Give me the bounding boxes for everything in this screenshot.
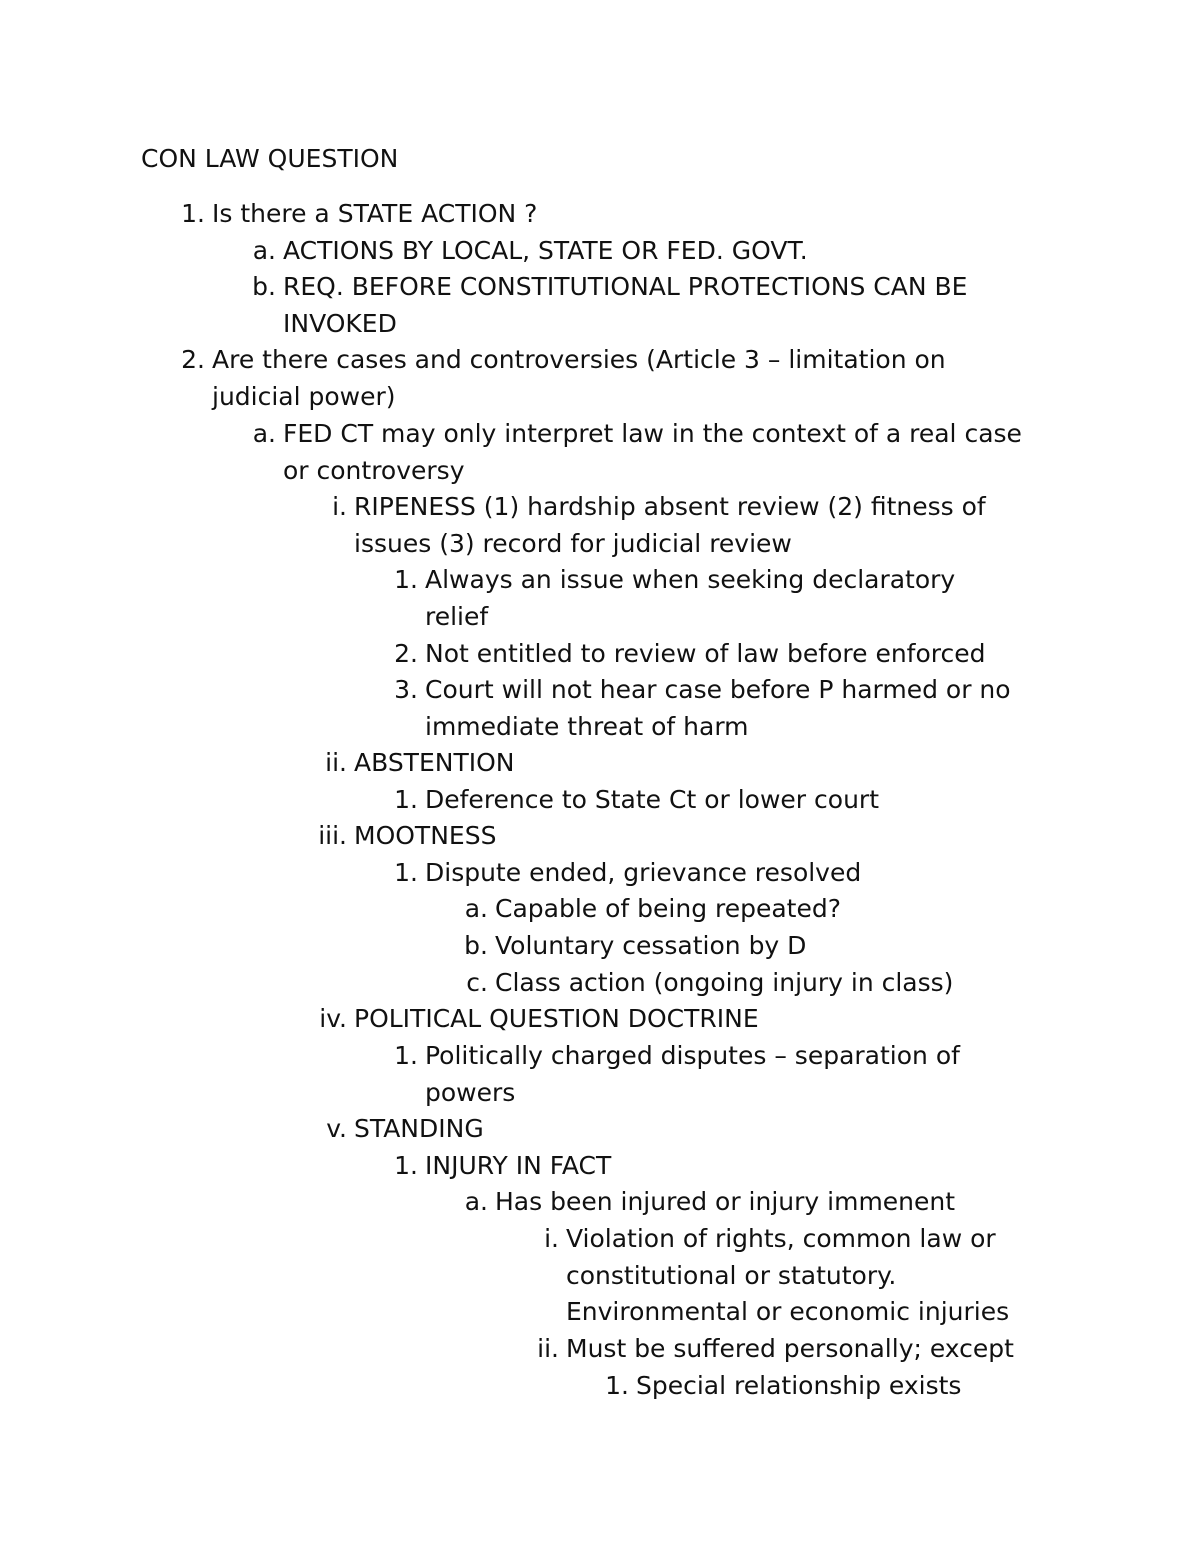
outline-item-mootness-1c: [466, 965, 1145, 1002]
list-marker: v.: [326, 1114, 347, 1143]
outline-item-mootness: [318, 818, 1054, 855]
list-text: REQ. BEFORE CONSTITUTIONAL PROTECTIONS CAN BE INVOKED: [283, 272, 968, 338]
list-marker: 1.: [394, 1041, 418, 1070]
outline-item-2a: [252, 416, 1043, 489]
outline-item-mootness-1a: [464, 891, 1145, 928]
list-text: ABSTENTION: [354, 748, 515, 777]
list-marker: 2.: [394, 639, 418, 668]
list-text: Not entitled to review of law before enforced: [425, 639, 986, 668]
list-text: Deference to State Ct or lower court: [425, 785, 879, 814]
list-marker: 1.: [394, 1151, 418, 1180]
list-marker: 1.: [394, 785, 418, 814]
list-marker: i.: [332, 492, 347, 521]
list-text: RIPENESS (1) hardship absent review (2) fitness of issues (3) record for judicial review: [354, 492, 986, 558]
document-title: CON LAW QUESTION: [141, 144, 399, 173]
list-marker: 1.: [394, 858, 418, 887]
outline-item-abstention: [325, 745, 1054, 782]
outline-item-abstention-1: [394, 782, 1125, 819]
list-marker: a.: [464, 1187, 488, 1216]
outline-item-standing-1: [394, 1148, 1125, 1185]
list-marker: 1.: [605, 1371, 629, 1400]
list-marker: ii.: [325, 748, 347, 777]
outline-item-1a: [252, 233, 1063, 270]
list-text: Politically charged disputes – separation of powers: [425, 1041, 960, 1107]
outline-item-mootness-1: [394, 855, 1125, 892]
list-text: STANDING: [354, 1114, 484, 1143]
outline-item-standing-1a: [464, 1184, 1145, 1221]
list-marker: 1.: [181, 199, 205, 228]
list-text: Are there cases and controversies (Article 3 – limitation on judicial power): [212, 345, 946, 411]
outline-item-standing: [326, 1111, 1054, 1148]
list-text: FED CT may only interpret law in the context of a real case or controversy: [283, 419, 1022, 485]
list-marker: ii.: [537, 1334, 559, 1363]
list-text: Always an issue when seeking declaratory relief: [425, 565, 956, 631]
list-text: Court will not hear case before P harmed or no immediate threat of harm: [425, 675, 1011, 741]
list-text: MOOTNESS: [354, 821, 497, 850]
outline-item-political-1: [394, 1038, 1025, 1111]
list-marker: 3.: [394, 675, 418, 704]
list-text: Violation of rights, common law or constitutional or statutory. Environmental or economic injuries: [566, 1224, 1010, 1327]
list-text: Dispute ended, grievance resolved: [425, 858, 862, 887]
outline-item-ripeness-2: [394, 636, 1125, 673]
list-marker: 2.: [181, 345, 205, 374]
outline-item-standing-1a-i: [544, 1221, 1066, 1331]
outline-item-ripeness-3: [394, 672, 1045, 745]
outline-item-political-question: [319, 1001, 1114, 1038]
list-text: Class action (ongoing injury in class): [495, 968, 954, 997]
list-text: Must be suffered personally; except: [566, 1334, 1014, 1363]
list-text: Capable of being repeated?: [495, 894, 842, 923]
outline-item-2: [181, 342, 1042, 415]
outline-item-standing-1a-ii: [537, 1331, 1186, 1368]
list-marker: 1.: [394, 565, 418, 594]
list-text: Is there a STATE ACTION ?: [212, 199, 538, 228]
list-text: POLITICAL QUESTION DOCTRINE: [354, 1004, 759, 1033]
list-text: Special relationship exists: [636, 1371, 962, 1400]
list-text: INJURY IN FACT: [425, 1151, 612, 1180]
outline-item-1: [181, 196, 1092, 233]
outline-item-ripeness: [332, 489, 1064, 562]
outline-item-mootness-1b: [464, 928, 1145, 965]
outline-item-ripeness-1: [394, 562, 1025, 635]
list-marker: c.: [466, 968, 488, 997]
list-marker: iv.: [319, 1004, 347, 1033]
list-marker: a.: [252, 236, 276, 265]
list-marker: b.: [252, 272, 276, 301]
list-text: ACTIONS BY LOCAL, STATE OR FED. GOVT.: [283, 236, 808, 265]
outline-item-standing-1a-ii-1: [605, 1368, 1176, 1405]
list-marker: b.: [464, 931, 488, 960]
list-text: Voluntary cessation by D: [495, 931, 807, 960]
list-marker: a.: [464, 894, 488, 923]
list-marker: iii.: [318, 821, 347, 850]
list-text: Has been injured or injury immenent: [495, 1187, 956, 1216]
outline-item-1b: [252, 269, 1063, 342]
list-marker: a.: [252, 419, 276, 448]
list-marker: i.: [544, 1224, 559, 1253]
